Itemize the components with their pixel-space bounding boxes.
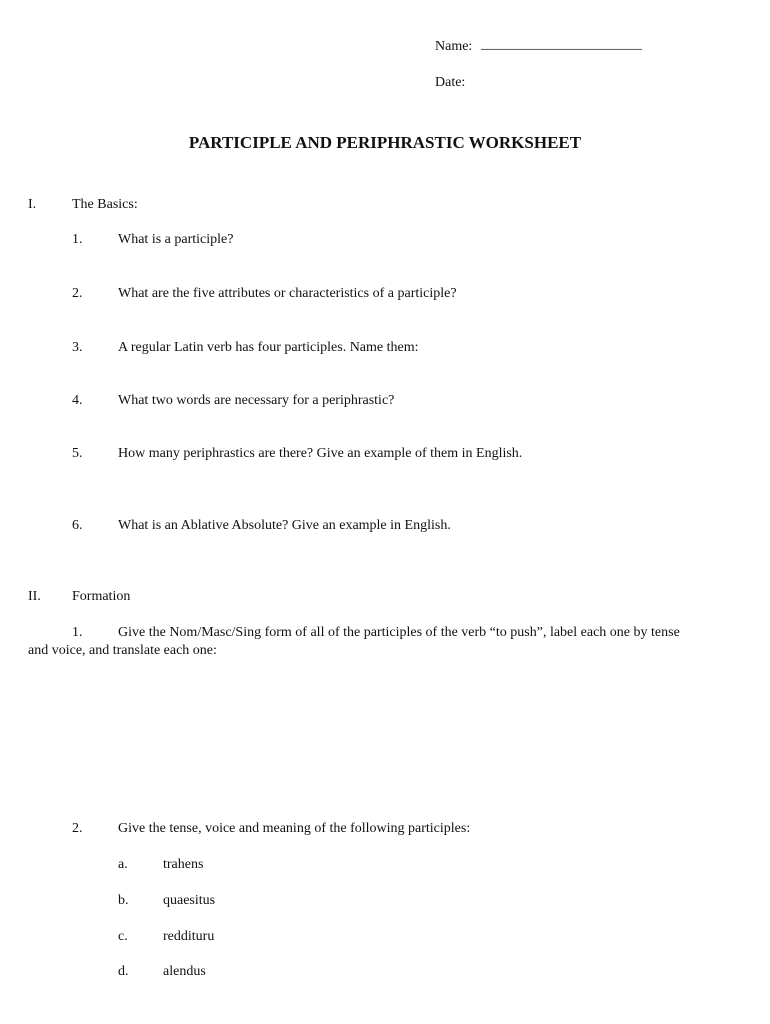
latin-participle: trahens <box>163 857 204 872</box>
date-label: Date: <box>435 75 466 90</box>
question-number: 2. <box>72 286 83 301</box>
question-text: What is an Ablative Absolute? Give an example in English. <box>118 518 451 533</box>
question-text-line-2: and voice, and translate each one: <box>28 643 217 658</box>
item-letter: a. <box>118 857 128 872</box>
question-text: What two words are necessary for a periphrastic? <box>118 393 395 408</box>
item-letter: b. <box>118 893 129 908</box>
section-1-heading: The Basics: <box>72 197 138 212</box>
question-number: 3. <box>72 340 83 355</box>
question-text: What is a participle? <box>118 232 234 247</box>
name-label: Name: <box>435 39 473 54</box>
question-number: 6. <box>72 518 83 533</box>
question-number: 1. <box>72 625 83 640</box>
question-number: 1. <box>72 232 83 247</box>
section-1-numeral: I. <box>28 197 37 212</box>
question-text: How many periphrastics are there? Give an example of them in English. <box>118 446 523 461</box>
question-number: 5. <box>72 446 83 461</box>
item-letter: c. <box>118 929 128 944</box>
name-blank-line: _______________________ <box>481 37 642 52</box>
section-2-heading: Formation <box>72 589 131 604</box>
question-text: What are the five attributes or characteristics of a participle? <box>118 286 457 301</box>
question-text-line-1: Give the Nom/Masc/Sing form of all of the participles of the verb “to push”, label each one by tense <box>118 625 680 640</box>
question-text: Give the tense, voice and meaning of the following participles: <box>118 821 471 836</box>
latin-participle: reddituru <box>163 929 215 944</box>
latin-participle: quaesitus <box>163 893 216 908</box>
latin-participle: alendus <box>163 964 206 979</box>
question-number: 4. <box>72 393 83 408</box>
page-title: PARTICIPLE AND PERIPHRASTIC WORKSHEET <box>188 133 582 152</box>
item-letter: d. <box>118 964 129 979</box>
question-number: 2. <box>72 821 83 836</box>
section-2-numeral: II. <box>28 589 41 604</box>
question-text: A regular Latin verb has four participles. Name them: <box>118 340 419 355</box>
